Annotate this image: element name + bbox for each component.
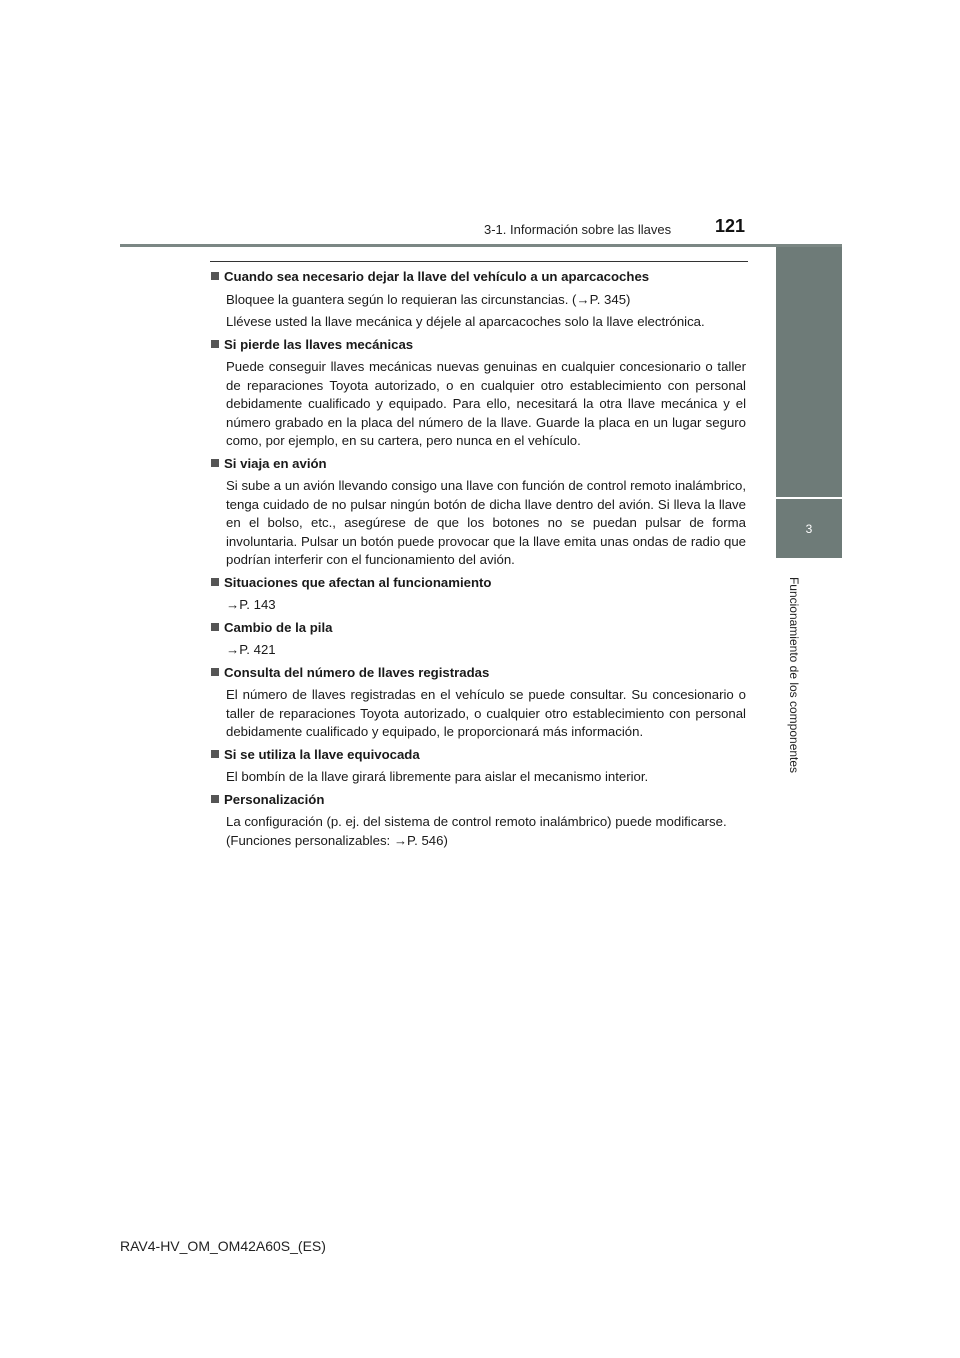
section-paragraph: Puede conseguir llaves mecánicas nuevas genuinas en cualquier concesionario o taller de reparaciones Toyota autorizado, o en cualquier otro establecimiento con personal debidamente cualificado y equipado. Para ello, necesitará la otra llave mecánica y el número grabado en la placa del número de la llave. Guarde la placa en un lugar seguro como, por ejemplo, en su cartera, pero nunca en el vehículo. xyxy=(226,359,746,448)
section-paragraph: Si sube a un avión llevando consigo una llave con función de control remoto inalámbrico, tenga cuidado de no pulsar ningún botón de dicha llave dentro del avión. Si lleva la llave en el bolso, etc., asegúrese de que los botones no se puedan pulsar de forma involuntaria. Pulsar un botón puede provocar que la llave emita unas ondas de radio que podrían interferir con el funcionamiento del avión. xyxy=(226,478,746,567)
section-battery-change xyxy=(210,619,746,660)
section-paragraph: El bombín de la llave girará libremente para aislar el mecanismo interior. xyxy=(226,769,649,784)
page-reference: →P. 421 xyxy=(226,642,276,657)
square-bullet-icon xyxy=(211,340,219,348)
page-number: 121 xyxy=(715,216,746,236)
chapter-tab xyxy=(776,499,842,558)
section-lost-keys xyxy=(210,336,746,451)
square-bullet-icon xyxy=(211,272,219,280)
section-airplane xyxy=(210,455,746,570)
section-paragraph: La configuración (p. ej. del sistema de control remoto inalámbrico) puede modificarse. xyxy=(226,814,727,829)
section-heading: Si pierde las llaves mecánicas xyxy=(210,336,746,355)
page-reference: →P. 143 xyxy=(226,597,276,612)
section-valet xyxy=(210,268,746,332)
header-rule xyxy=(120,244,842,247)
section-heading: Consulta del número de llaves registradas xyxy=(210,664,746,683)
section-customization xyxy=(210,791,746,851)
section-paragraph: Llévese usted la llave mecánica y déjele al aparcacoches solo la llave electrónica. xyxy=(226,314,705,329)
square-bullet-icon xyxy=(211,795,219,803)
page-reference: (Funciones personalizables: →P. 546) xyxy=(226,832,448,848)
section-heading: Situaciones que afectan al funcionamiento xyxy=(210,574,746,593)
side-tab-bar xyxy=(776,247,842,497)
square-bullet-icon xyxy=(211,578,219,586)
section-operation-conditions xyxy=(210,574,746,615)
square-bullet-icon xyxy=(211,750,219,758)
chapter-side-label xyxy=(776,562,812,788)
square-bullet-icon xyxy=(211,668,219,676)
section-paragraph: Bloquee la guantera según lo requieran las circunstancias. (→P. 345) xyxy=(226,291,631,307)
section-heading: Si se utiliza la llave equivocada xyxy=(210,746,746,765)
section-heading: Personalización xyxy=(210,791,746,810)
content xyxy=(210,268,746,854)
section-heading: Cambio de la pila xyxy=(210,619,746,638)
square-bullet-icon xyxy=(211,623,219,631)
square-bullet-icon xyxy=(211,459,219,467)
section-heading: Si viaja en avión xyxy=(210,455,746,474)
section-registered-keys xyxy=(210,664,746,742)
header-section-title: 3-1. Información sobre las llaves xyxy=(484,222,672,237)
section-heading: Cuando sea necesario dejar la llave del vehículo a un aparcacoches xyxy=(210,268,746,287)
chapter-title: Funcionamiento de los componentes xyxy=(787,576,801,774)
footer-doc-code: RAV4-HV_OM_OM42A60S_(ES) xyxy=(120,1238,326,1254)
chapter-number: 3 xyxy=(805,521,813,536)
section-paragraph: El número de llaves registradas en el vehículo se puede consultar. Su concesionario o taller de reparaciones Toyota autorizado, o cualquier otro establecimiento con personal debidamente cualificado y equipado, le proporcionará más información. xyxy=(226,687,746,739)
section-wrong-key xyxy=(210,746,746,787)
content-top-rule xyxy=(210,261,748,262)
